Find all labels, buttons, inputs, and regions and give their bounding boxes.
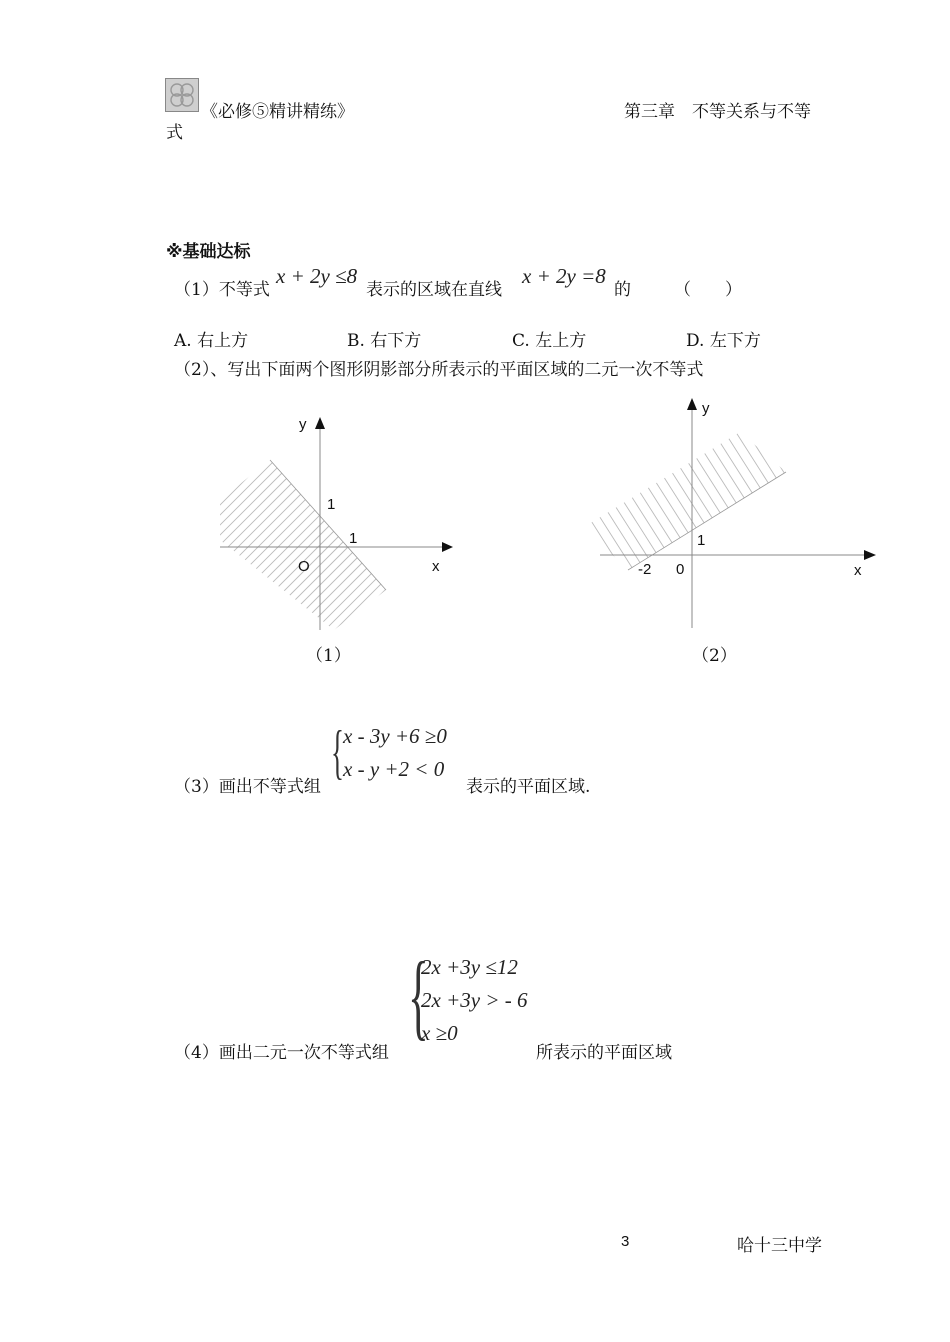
figure-1-origin-label: O xyxy=(298,558,310,575)
figure-1-y-arrow xyxy=(315,417,325,429)
q1-line: x + 2y =8 xyxy=(522,264,606,288)
figure-1-x-tick: 1 xyxy=(349,530,358,547)
q3-line-2: x - y +2 < 0 xyxy=(343,757,445,781)
figure-2-x-label: x xyxy=(854,562,862,579)
q3-line-1: x - 3y +6 ≥0 xyxy=(343,724,447,748)
section-title: ※基础达标 xyxy=(166,242,251,262)
figure-1-x-arrow xyxy=(442,542,453,552)
knot-pattern-icon xyxy=(166,79,198,111)
figure-2-x-arrow xyxy=(864,550,876,560)
q1-inequality: x + 2y ≤8 xyxy=(276,264,358,288)
figure-1-boundary-line xyxy=(270,460,386,590)
q1-option-c: C. 左上方 xyxy=(512,331,587,351)
q1-answer-blank: （ ） xyxy=(674,280,742,300)
chapter-title-wrap: 式 xyxy=(166,123,183,143)
figure-1 xyxy=(210,405,470,635)
figure-1-caption: （1） xyxy=(306,646,351,666)
q1-option-a: A. 右上方 xyxy=(174,331,249,351)
q3-brace: { xyxy=(331,719,344,785)
figure-2-x-tick: -2 xyxy=(638,561,652,578)
figure-2 xyxy=(580,392,880,632)
figure-1-x-label: x xyxy=(432,558,440,575)
q4-line-2: 2x +3y > - 6 xyxy=(421,988,528,1012)
figure-2-y-label: y xyxy=(702,400,710,417)
figure-2-origin-label: 0 xyxy=(676,561,685,578)
figure-1-y-label: y xyxy=(299,416,307,433)
q1-prefix: （1）不等式 xyxy=(174,280,270,300)
q4-suffix: 所表示的平面区域 xyxy=(536,1043,672,1063)
figure-2-shaded-region xyxy=(580,392,814,582)
figure-2-y-arrow xyxy=(687,398,697,410)
school-name: 哈十三中学 xyxy=(737,1236,822,1256)
q4-brace: { xyxy=(408,942,429,1049)
figure-2-caption: （2） xyxy=(692,646,737,666)
book-title: 《必修⑤精讲精练》 xyxy=(201,102,354,122)
q3-prefix: （3）画出不等式组 xyxy=(174,777,321,797)
page-number: 3 xyxy=(621,1233,630,1250)
q1-option-d: D. 左下方 xyxy=(686,331,761,351)
q4-line-3: x ≥0 xyxy=(421,1021,458,1045)
q2-text: （2）、写出下面两个图形阴影部分所表示的平面区域的二元一次不等式 xyxy=(174,360,704,380)
q1-mid: 表示的区域在直线 xyxy=(366,280,502,300)
figure-1-y-tick: 1 xyxy=(327,496,336,513)
figure-2-y-tick: 1 xyxy=(697,532,706,549)
q1-suffix: 的 xyxy=(614,280,631,300)
q3-suffix: 表示的平面区域. xyxy=(466,777,591,797)
q4-line-1: 2x +3y ≤12 xyxy=(421,955,518,979)
book-logo xyxy=(165,78,199,112)
q1-option-b: B. 右下方 xyxy=(347,331,422,351)
figure-1-shaded-region xyxy=(210,435,450,635)
chapter-title: 第三章 不等关系与不等 xyxy=(624,102,811,122)
q4-prefix: （4）画出二元一次不等式组 xyxy=(174,1043,389,1063)
